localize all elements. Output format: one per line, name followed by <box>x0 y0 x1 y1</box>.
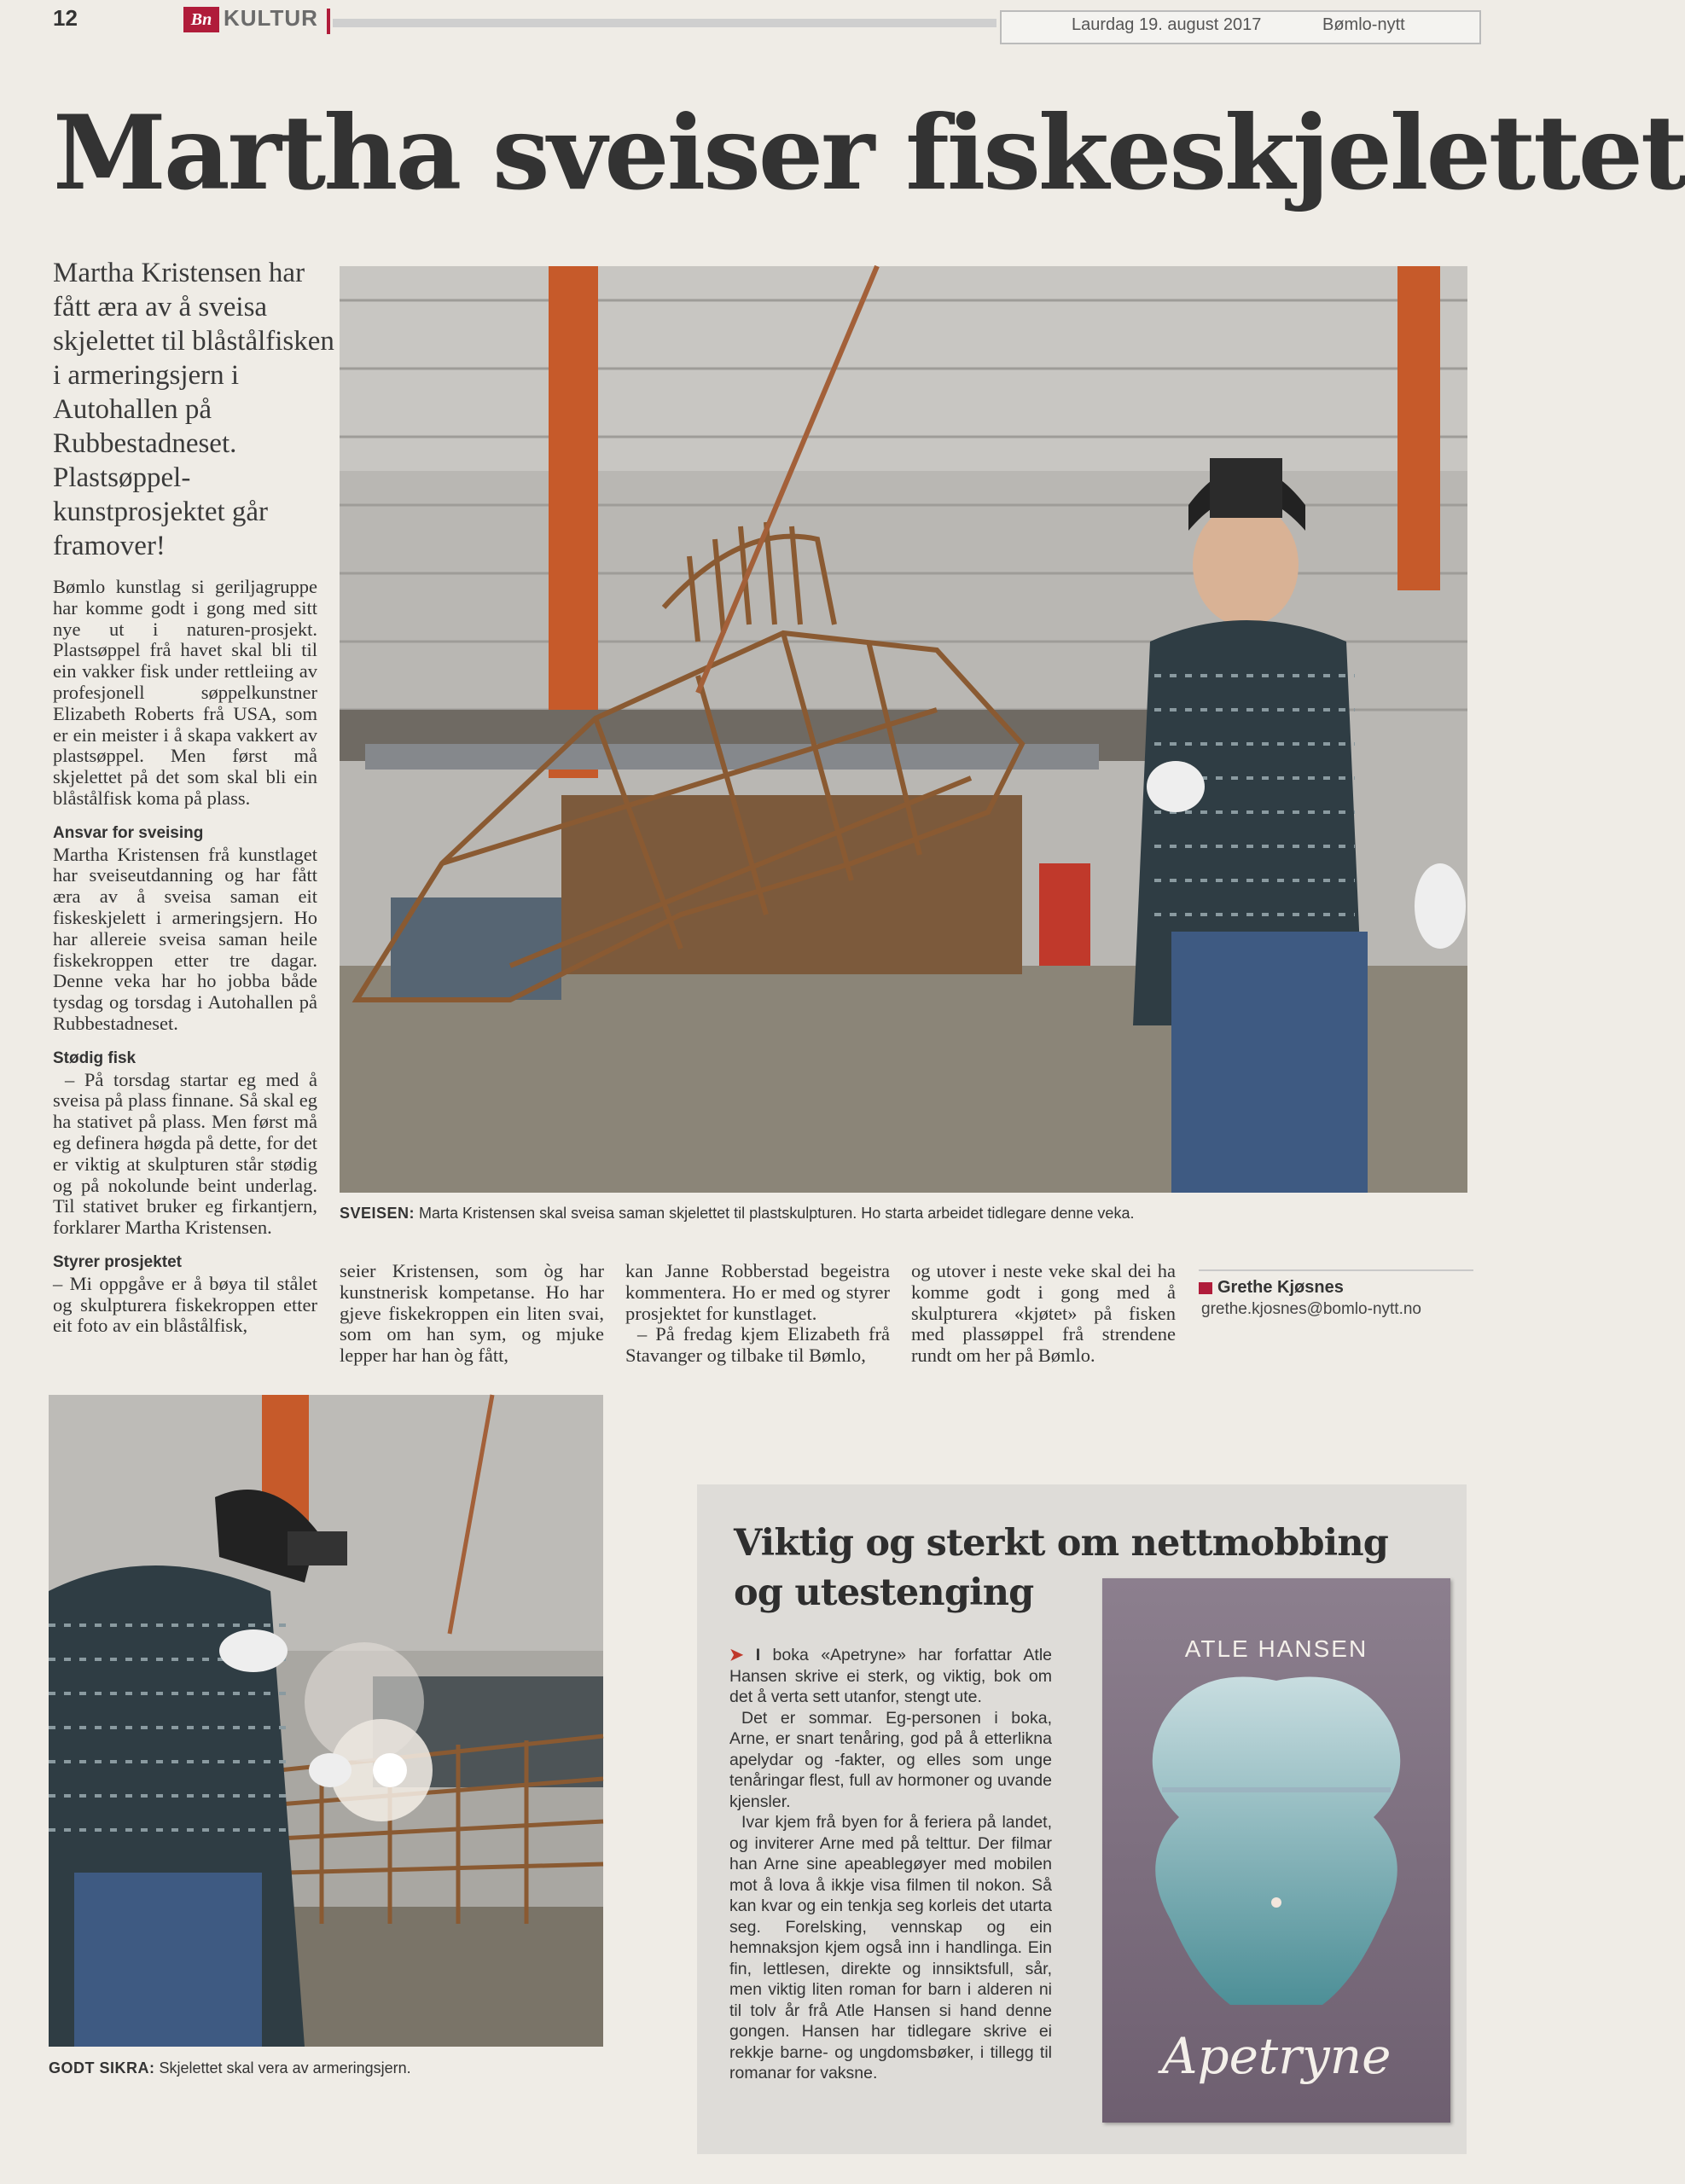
book-author: ATLE HANSEN <box>1184 1635 1368 1662</box>
article-column-1 <box>53 577 317 1337</box>
body-paragraph: Martha Kristensen frå kunstlaget har sveiseutdanning og har fått æra av å sveisa saman eit fiskeskjelett i armeringsjern. Ho har allereie sveisa saman heile fiskekroppen etter tre dagar. Denne veka har ho jobba både tysdag og torsdag i Autohallen på Rubbestadneset. <box>53 843 317 1034</box>
byline <box>1199 1278 1344 1298</box>
article-column-4: og utover i neste veke skal dei ha komme godt i gong med å skulpturera «kjøtet» på fisken med plassøppel frå strendene rundt om her på Bømlo. <box>911 1260 1176 1367</box>
subheading: Ansvar for sveising <box>53 823 204 842</box>
review-headline: Viktig og sterkt om nettmobbing og utestenging <box>734 1522 1389 1614</box>
body-paragraph: kan Janne Robberstad begeistra kommentera. Ho er med og styrer prosjektet for kunstlaget. <box>625 1260 890 1324</box>
book-cover <box>1102 1578 1450 2123</box>
author-name: Grethe Kjøsnes <box>1217 1278 1344 1297</box>
body-paragraph: – På torsdag startar eg med å sveisa på plass finnane. Så skal eg ha stativet på plass. Men først må eg definera høgda på dette, for det er viktig at skulpturen står stødig og på nokolunde beint underlag. Til stativet bruker eg firkantjern, forklarer Martha Kristensen. <box>53 1068 317 1239</box>
header-rule <box>333 19 996 27</box>
welding-photo-caption <box>49 2059 603 2077</box>
subheading: Styrer prosjektet <box>53 1252 183 1271</box>
book-cover-art <box>1102 1578 1450 2123</box>
byline-rule <box>1199 1269 1473 1271</box>
body-paragraph: – På fredag kjem Elizabeth frå Stavanger og tilbake til Bømlo, <box>625 1323 890 1367</box>
article-column-3 <box>625 1261 890 1367</box>
caption-label: GODT SIKRA: <box>49 2059 155 2077</box>
caption-label: SVEISEN: <box>340 1205 415 1222</box>
main-photo-caption <box>340 1205 1467 1223</box>
welding-photo <box>49 1395 603 2047</box>
caption-text: Marta Kristensen skal sveisa saman skjelettet til plastskulpturen. Ho starta arbeidet tidlegare denne veka. <box>415 1205 1135 1222</box>
logo-mark-icon <box>1199 1282 1212 1294</box>
book-title: Apetryne <box>1161 2027 1392 2085</box>
newspaper-logo: Bn <box>183 7 219 32</box>
article-headline: Martha sveiser fiskeskjelettet <box>53 93 1685 213</box>
review-paragraph: ➤ I boka «Apetryne» har forfattar Atle Hansen skrive ei sterk, og viktig, bok om det å verta sett utanfor, stengt ute. <box>729 1646 1053 1706</box>
review-paragraph: Det er sommar. Eg-personen i boka, Arne, er snart tenåring, god på å etterlikna apelydar og -fakter, og elles som unge tenåringar flest, full av hormoner og uvande kjensler. <box>729 1708 1052 1811</box>
review-body <box>729 1645 1052 2084</box>
welding-workshop-image <box>340 266 1467 1193</box>
paper-name: Bømlo-nytt <box>1322 15 1405 34</box>
arrow-icon: ➤ <box>729 1646 756 1664</box>
page-number: 12 <box>53 5 78 31</box>
author-email: grethe.kjosnes@bomlo-nytt.no <box>1201 1300 1421 1318</box>
review-drop-letter: I <box>755 1646 761 1664</box>
section-label: KULTUR <box>224 5 318 31</box>
article-column-2: seier Kristensen, som òg har kunstnerisk kompetanse. Ho har gjeve fiskekroppen ein liten svai, som om han sym, og mjuke lepper har han òg fått, <box>340 1260 604 1367</box>
review-paragraph: Ivar kjem frå byen for å feriera på landet, og inviterer Arne med på telttur. Der filmar han Arne sine apeablegøyer med mobilen mot å lova å ikkje visa filmen til nokon. Så kan kvar og ein tenkja seg korleis det utarta seg. Forelsking, vennskap og ein hemnaksjon kjem også inn i handlinga. Ein fin, lettlesen, direkte og innsiktsfull, sår, men viktig liten roman for barn i alderen ni til tolv år frå Atle Hansen si hand denne gongen. Hansen har tidlegare skrive ei rekkje barne- og ungdomsbøker, i tillegg til romanar for vaksne. <box>729 1813 1052 2082</box>
body-paragraph: Bømlo kunstlag si geriljagruppe har komme godt i gong med sitt nye ut i naturen-prosjekt. Plastsøppel frå havet skal bli til ein vakker fisk under rettleiing av profesjonell søppelkunstner Elizabeth Roberts frå USA, som er ein meister i å skapa vakkert av plastsøppel. Men først må skjelettet på det som skal bli ein blåstålfisk koma på plass. <box>53 576 317 809</box>
body-paragraph: – Mi oppgåve er å bøya til stålet og skulpturera fiskekroppen etter eit foto av ein blåstålfisk, <box>53 1272 317 1337</box>
caption-text: Skjelettet skal vera av armeringsjern. <box>154 2059 411 2077</box>
article-lede: Martha Kristensen har fått æra av å sveisa skjelettet til blåstålfisken i armeringsjern i Autohallen på Rubbestadneset. Plastsøppel-kunstprosjektet går framover! <box>53 258 334 561</box>
main-photo <box>340 266 1467 1193</box>
welding-closeup-image <box>49 1395 603 2047</box>
issue-date: Laurdag 19. august 2017 <box>1072 15 1262 34</box>
section-divider <box>327 9 330 34</box>
subheading: Stødig fisk <box>53 1048 137 1067</box>
